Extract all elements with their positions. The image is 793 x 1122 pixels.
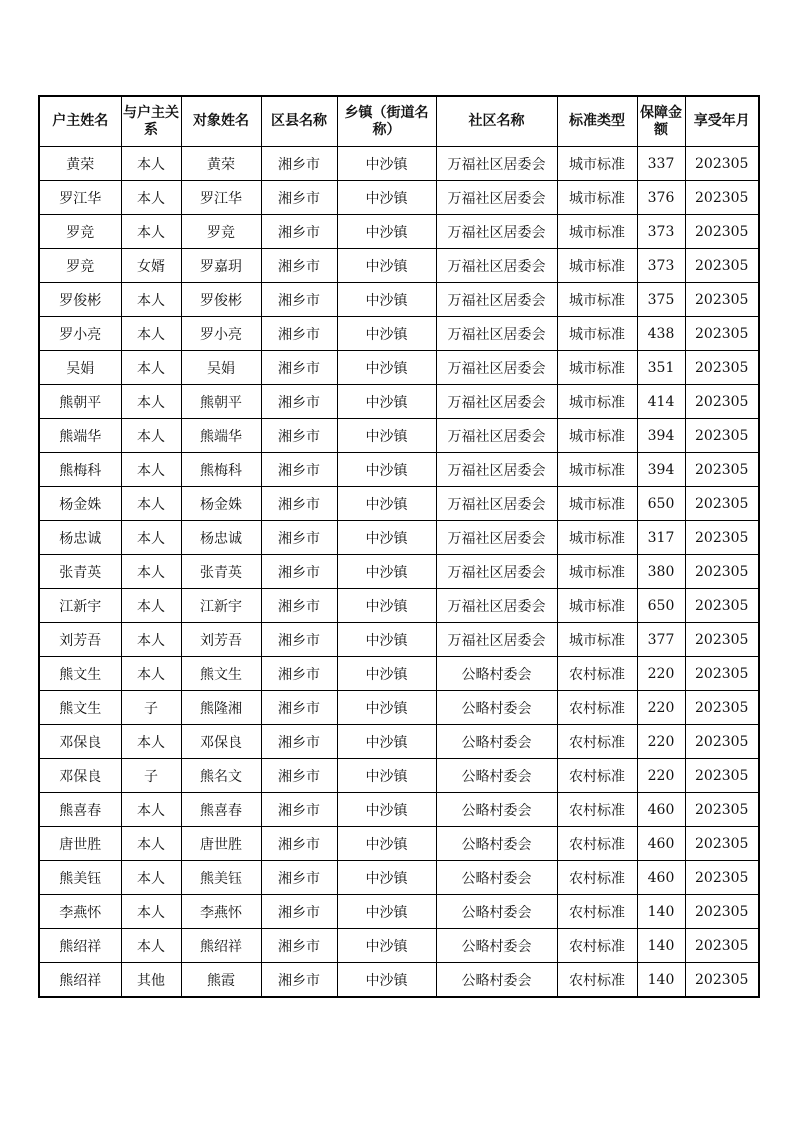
town-cell: 中沙镇	[337, 453, 436, 487]
month-cell: 202305	[685, 453, 759, 487]
head-name-cell: 李燕怀	[39, 895, 121, 929]
community-cell: 万福社区居委会	[436, 555, 557, 589]
standard-cell: 农村标准	[557, 827, 637, 861]
month-cell: 202305	[685, 419, 759, 453]
community-cell: 公略村委会	[436, 929, 557, 963]
person-name-cell: 黄荣	[181, 147, 261, 181]
table-row	[39, 725, 759, 759]
person-name-cell: 罗江华	[181, 181, 261, 215]
relation-cell: 本人	[121, 623, 181, 657]
relation-cell: 其他	[121, 963, 181, 998]
table-row	[39, 521, 759, 555]
relation-cell: 本人	[121, 385, 181, 419]
community-cell: 公略村委会	[436, 861, 557, 895]
town-cell: 中沙镇	[337, 725, 436, 759]
table-row	[39, 453, 759, 487]
head-name-cell: 熊梅科	[39, 453, 121, 487]
relation-cell: 女婿	[121, 249, 181, 283]
recipient-table	[38, 95, 760, 998]
community-cell: 公略村委会	[436, 725, 557, 759]
table-row	[39, 895, 759, 929]
month-cell: 202305	[685, 385, 759, 419]
table-row	[39, 657, 759, 691]
person-name-cell: 张青英	[181, 555, 261, 589]
table-row	[39, 249, 759, 283]
county-cell: 湘乡市	[261, 759, 337, 793]
town-cell: 中沙镇	[337, 895, 436, 929]
relation-cell: 本人	[121, 181, 181, 215]
month-cell: 202305	[685, 691, 759, 725]
month-cell: 202305	[685, 725, 759, 759]
person-name-cell: 罗嘉玥	[181, 249, 261, 283]
amount-cell: 140	[637, 929, 685, 963]
head-name-cell: 熊绍祥	[39, 963, 121, 998]
head-name-cell: 熊文生	[39, 691, 121, 725]
table-row	[39, 963, 759, 998]
county-cell: 湘乡市	[261, 929, 337, 963]
standard-cell: 城市标准	[557, 215, 637, 249]
person-name-cell: 熊朝平	[181, 385, 261, 419]
standard-cell: 城市标准	[557, 419, 637, 453]
county-cell: 湘乡市	[261, 283, 337, 317]
standard-cell: 城市标准	[557, 385, 637, 419]
community-cell: 万福社区居委会	[436, 215, 557, 249]
head-name-cell: 邓保良	[39, 725, 121, 759]
head-name-cell: 熊端华	[39, 419, 121, 453]
standard-cell: 城市标准	[557, 589, 637, 623]
standard-cell: 城市标准	[557, 283, 637, 317]
community-cell: 公略村委会	[436, 759, 557, 793]
standard-cell: 城市标准	[557, 623, 637, 657]
amount-cell: 414	[637, 385, 685, 419]
standard-cell: 城市标准	[557, 555, 637, 589]
head-name-cell: 熊美钰	[39, 861, 121, 895]
county-cell: 湘乡市	[261, 691, 337, 725]
head-name-cell: 杨金姝	[39, 487, 121, 521]
header-relation: 与户主关系	[121, 96, 181, 147]
relation-cell: 本人	[121, 555, 181, 589]
relation-cell: 本人	[121, 283, 181, 317]
county-cell: 湘乡市	[261, 657, 337, 691]
standard-cell: 农村标准	[557, 895, 637, 929]
amount-cell: 380	[637, 555, 685, 589]
county-cell: 湘乡市	[261, 861, 337, 895]
county-cell: 湘乡市	[261, 623, 337, 657]
head-name-cell: 邓保良	[39, 759, 121, 793]
month-cell: 202305	[685, 249, 759, 283]
table-row	[39, 861, 759, 895]
table-row	[39, 317, 759, 351]
table-row	[39, 351, 759, 385]
community-cell: 万福社区居委会	[436, 249, 557, 283]
amount-cell: 377	[637, 623, 685, 657]
community-cell: 万福社区居委会	[436, 487, 557, 521]
town-cell: 中沙镇	[337, 215, 436, 249]
table-row	[39, 181, 759, 215]
amount-cell: 460	[637, 793, 685, 827]
month-cell: 202305	[685, 487, 759, 521]
county-cell: 湘乡市	[261, 555, 337, 589]
month-cell: 202305	[685, 861, 759, 895]
standard-cell: 农村标准	[557, 963, 637, 998]
amount-cell: 220	[637, 657, 685, 691]
month-cell: 202305	[685, 283, 759, 317]
town-cell: 中沙镇	[337, 929, 436, 963]
head-name-cell: 熊朝平	[39, 385, 121, 419]
amount-cell: 220	[637, 725, 685, 759]
header-standard: 标准类型	[557, 96, 637, 147]
amount-cell: 394	[637, 453, 685, 487]
relation-cell: 本人	[121, 317, 181, 351]
county-cell: 湘乡市	[261, 385, 337, 419]
relation-cell: 本人	[121, 215, 181, 249]
standard-cell: 城市标准	[557, 521, 637, 555]
month-cell: 202305	[685, 317, 759, 351]
head-name-cell: 熊绍祥	[39, 929, 121, 963]
table-row	[39, 929, 759, 963]
relation-cell: 本人	[121, 895, 181, 929]
header-person-name: 对象姓名	[181, 96, 261, 147]
head-name-cell: 张青英	[39, 555, 121, 589]
town-cell: 中沙镇	[337, 793, 436, 827]
month-cell: 202305	[685, 963, 759, 998]
month-cell: 202305	[685, 215, 759, 249]
table-row	[39, 793, 759, 827]
relation-cell: 本人	[121, 453, 181, 487]
header-head-name: 户主姓名	[39, 96, 121, 147]
amount-cell: 220	[637, 759, 685, 793]
table-row	[39, 487, 759, 521]
town-cell: 中沙镇	[337, 317, 436, 351]
standard-cell: 农村标准	[557, 861, 637, 895]
community-cell: 公略村委会	[436, 963, 557, 998]
county-cell: 湘乡市	[261, 453, 337, 487]
month-cell: 202305	[685, 589, 759, 623]
town-cell: 中沙镇	[337, 487, 436, 521]
amount-cell: 460	[637, 861, 685, 895]
amount-cell: 317	[637, 521, 685, 555]
county-cell: 湘乡市	[261, 215, 337, 249]
person-name-cell: 李燕怀	[181, 895, 261, 929]
amount-cell: 220	[637, 691, 685, 725]
community-cell: 公略村委会	[436, 691, 557, 725]
person-name-cell: 罗竞	[181, 215, 261, 249]
community-cell: 万福社区居委会	[436, 589, 557, 623]
town-cell: 中沙镇	[337, 419, 436, 453]
county-cell: 湘乡市	[261, 963, 337, 998]
standard-cell: 农村标准	[557, 929, 637, 963]
community-cell: 万福社区居委会	[436, 453, 557, 487]
head-name-cell: 江新宇	[39, 589, 121, 623]
month-cell: 202305	[685, 181, 759, 215]
town-cell: 中沙镇	[337, 589, 436, 623]
standard-cell: 城市标准	[557, 181, 637, 215]
person-name-cell: 熊绍祥	[181, 929, 261, 963]
county-cell: 湘乡市	[261, 181, 337, 215]
person-name-cell: 熊端华	[181, 419, 261, 453]
relation-cell: 本人	[121, 521, 181, 555]
table-row	[39, 215, 759, 249]
table-row	[39, 283, 759, 317]
month-cell: 202305	[685, 827, 759, 861]
table-row	[39, 827, 759, 861]
county-cell: 湘乡市	[261, 725, 337, 759]
header-row	[39, 96, 759, 147]
amount-cell: 650	[637, 589, 685, 623]
table-row	[39, 555, 759, 589]
person-name-cell: 熊名文	[181, 759, 261, 793]
standard-cell: 农村标准	[557, 725, 637, 759]
amount-cell: 460	[637, 827, 685, 861]
community-cell: 万福社区居委会	[436, 521, 557, 555]
person-name-cell: 邓保良	[181, 725, 261, 759]
person-name-cell: 熊美钰	[181, 861, 261, 895]
county-cell: 湘乡市	[261, 147, 337, 181]
relation-cell: 本人	[121, 725, 181, 759]
head-name-cell: 罗小亮	[39, 317, 121, 351]
head-name-cell: 黄荣	[39, 147, 121, 181]
month-cell: 202305	[685, 793, 759, 827]
header-community: 社区名称	[436, 96, 557, 147]
county-cell: 湘乡市	[261, 793, 337, 827]
amount-cell: 650	[637, 487, 685, 521]
community-cell: 万福社区居委会	[436, 385, 557, 419]
head-name-cell: 罗竞	[39, 215, 121, 249]
person-name-cell: 唐世胜	[181, 827, 261, 861]
standard-cell: 农村标准	[557, 691, 637, 725]
head-name-cell: 罗江华	[39, 181, 121, 215]
head-name-cell: 刘芳吾	[39, 623, 121, 657]
standard-cell: 城市标准	[557, 351, 637, 385]
relation-cell: 本人	[121, 589, 181, 623]
table-row	[39, 759, 759, 793]
relation-cell: 本人	[121, 929, 181, 963]
table-header	[39, 96, 759, 147]
person-name-cell: 熊文生	[181, 657, 261, 691]
standard-cell: 城市标准	[557, 147, 637, 181]
standard-cell: 城市标准	[557, 453, 637, 487]
amount-cell: 140	[637, 895, 685, 929]
table-row	[39, 623, 759, 657]
community-cell: 万福社区居委会	[436, 283, 557, 317]
town-cell: 中沙镇	[337, 691, 436, 725]
person-name-cell: 熊隆湘	[181, 691, 261, 725]
standard-cell: 农村标准	[557, 793, 637, 827]
standard-cell: 城市标准	[557, 317, 637, 351]
town-cell: 中沙镇	[337, 827, 436, 861]
month-cell: 202305	[685, 555, 759, 589]
amount-cell: 351	[637, 351, 685, 385]
head-name-cell: 熊文生	[39, 657, 121, 691]
person-name-cell: 江新宇	[181, 589, 261, 623]
standard-cell: 农村标准	[557, 657, 637, 691]
amount-cell: 394	[637, 419, 685, 453]
person-name-cell: 杨忠诚	[181, 521, 261, 555]
town-cell: 中沙镇	[337, 657, 436, 691]
county-cell: 湘乡市	[261, 487, 337, 521]
relation-cell: 本人	[121, 657, 181, 691]
month-cell: 202305	[685, 351, 759, 385]
relation-cell: 子	[121, 691, 181, 725]
county-cell: 湘乡市	[261, 895, 337, 929]
amount-cell: 140	[637, 963, 685, 998]
relation-cell: 本人	[121, 147, 181, 181]
amount-cell: 373	[637, 215, 685, 249]
amount-cell: 438	[637, 317, 685, 351]
header-amount: 保障金额	[637, 96, 685, 147]
standard-cell: 城市标准	[557, 249, 637, 283]
town-cell: 中沙镇	[337, 147, 436, 181]
head-name-cell: 吴娟	[39, 351, 121, 385]
county-cell: 湘乡市	[261, 827, 337, 861]
table-row	[39, 385, 759, 419]
community-cell: 万福社区居委会	[436, 147, 557, 181]
month-cell: 202305	[685, 521, 759, 555]
county-cell: 湘乡市	[261, 317, 337, 351]
month-cell: 202305	[685, 929, 759, 963]
town-cell: 中沙镇	[337, 385, 436, 419]
person-name-cell: 杨金姝	[181, 487, 261, 521]
relation-cell: 本人	[121, 793, 181, 827]
amount-cell: 375	[637, 283, 685, 317]
town-cell: 中沙镇	[337, 963, 436, 998]
person-name-cell: 吴娟	[181, 351, 261, 385]
month-cell: 202305	[685, 759, 759, 793]
month-cell: 202305	[685, 147, 759, 181]
town-cell: 中沙镇	[337, 861, 436, 895]
community-cell: 万福社区居委会	[436, 623, 557, 657]
table-row	[39, 419, 759, 453]
town-cell: 中沙镇	[337, 249, 436, 283]
town-cell: 中沙镇	[337, 521, 436, 555]
relation-cell: 本人	[121, 351, 181, 385]
community-cell: 公略村委会	[436, 793, 557, 827]
town-cell: 中沙镇	[337, 181, 436, 215]
standard-cell: 农村标准	[557, 759, 637, 793]
month-cell: 202305	[685, 657, 759, 691]
person-name-cell: 罗小亮	[181, 317, 261, 351]
relation-cell: 本人	[121, 487, 181, 521]
town-cell: 中沙镇	[337, 555, 436, 589]
community-cell: 公略村委会	[436, 827, 557, 861]
month-cell: 202305	[685, 895, 759, 929]
community-cell: 万福社区居委会	[436, 317, 557, 351]
person-name-cell: 罗俊彬	[181, 283, 261, 317]
community-cell: 公略村委会	[436, 657, 557, 691]
county-cell: 湘乡市	[261, 419, 337, 453]
table-row	[39, 589, 759, 623]
county-cell: 湘乡市	[261, 521, 337, 555]
person-name-cell: 熊霞	[181, 963, 261, 998]
town-cell: 中沙镇	[337, 623, 436, 657]
table-body	[39, 147, 759, 998]
amount-cell: 373	[637, 249, 685, 283]
head-name-cell: 杨忠诚	[39, 521, 121, 555]
header-town: 乡镇（街道名称）	[337, 96, 436, 147]
person-name-cell: 熊喜春	[181, 793, 261, 827]
amount-cell: 376	[637, 181, 685, 215]
month-cell: 202305	[685, 623, 759, 657]
relation-cell: 本人	[121, 419, 181, 453]
header-month: 享受年月	[685, 96, 759, 147]
county-cell: 湘乡市	[261, 589, 337, 623]
amount-cell: 337	[637, 147, 685, 181]
community-cell: 万福社区居委会	[436, 351, 557, 385]
community-cell: 万福社区居委会	[436, 181, 557, 215]
relation-cell: 本人	[121, 827, 181, 861]
person-name-cell: 熊梅科	[181, 453, 261, 487]
town-cell: 中沙镇	[337, 759, 436, 793]
table-row	[39, 147, 759, 181]
header-county: 区县名称	[261, 96, 337, 147]
head-name-cell: 唐世胜	[39, 827, 121, 861]
town-cell: 中沙镇	[337, 351, 436, 385]
table-row	[39, 691, 759, 725]
head-name-cell: 罗俊彬	[39, 283, 121, 317]
county-cell: 湘乡市	[261, 249, 337, 283]
town-cell: 中沙镇	[337, 283, 436, 317]
county-cell: 湘乡市	[261, 351, 337, 385]
relation-cell: 本人	[121, 861, 181, 895]
head-name-cell: 罗竞	[39, 249, 121, 283]
community-cell: 万福社区居委会	[436, 419, 557, 453]
standard-cell: 城市标准	[557, 487, 637, 521]
community-cell: 公略村委会	[436, 895, 557, 929]
head-name-cell: 熊喜春	[39, 793, 121, 827]
relation-cell: 子	[121, 759, 181, 793]
person-name-cell: 刘芳吾	[181, 623, 261, 657]
